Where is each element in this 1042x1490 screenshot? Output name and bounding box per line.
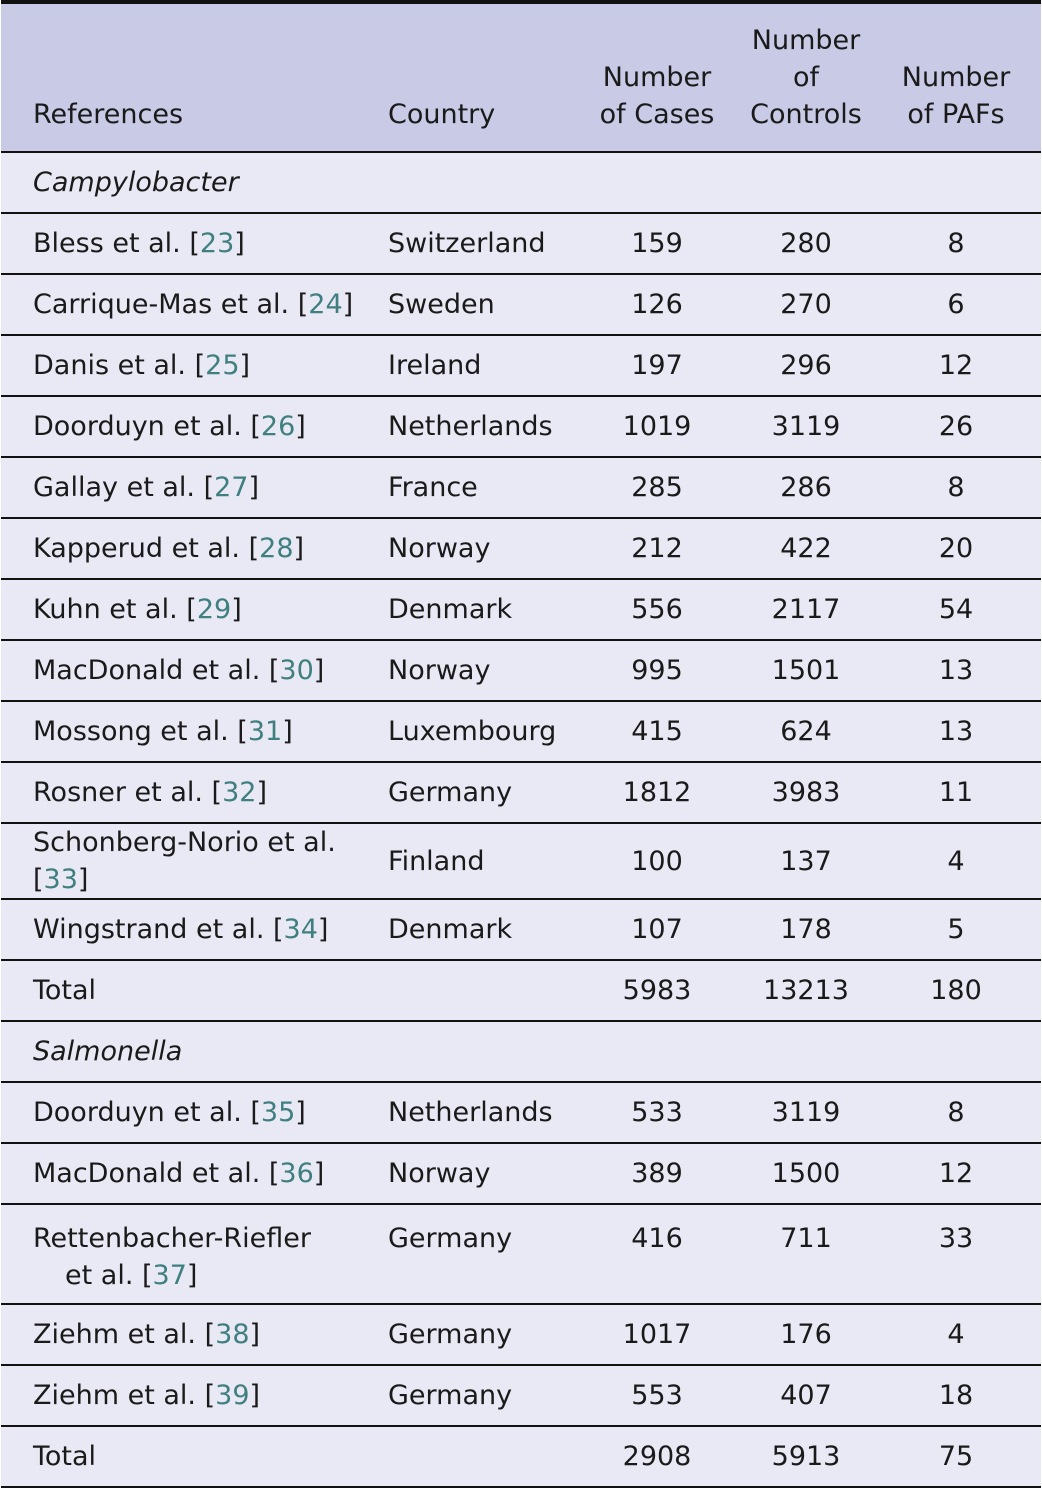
cases-cell: 995	[631, 655, 683, 686]
pafs-cell: 12	[938, 1158, 974, 1189]
reference-cell: Rosner et al. [32]	[33, 777, 267, 808]
pafs-cell: 4	[947, 1319, 965, 1350]
controls-cell: 3119	[771, 411, 841, 442]
country-cell: Germany	[388, 1319, 513, 1350]
total-controls: 13213	[763, 975, 849, 1006]
header-row	[1, 2, 1041, 152]
total-country-empty	[378, 960, 573, 1021]
citation-link: 37	[152, 1260, 187, 1291]
reference-cell: MacDonald et al. [36]	[33, 1158, 325, 1189]
cases-cell: 533	[631, 1097, 683, 1128]
reference-author: Kuhn et al.	[33, 594, 178, 625]
table-row	[1, 274, 1041, 335]
controls-cell: 2117	[771, 594, 841, 625]
reference-author: Schonberg-Norio et al.	[33, 827, 336, 858]
citation-link: 36	[279, 1158, 314, 1189]
pafs-cell: 26	[938, 411, 974, 442]
country-cell: Germany	[388, 777, 513, 808]
country-cell: Finland	[388, 845, 485, 877]
citation-link: 26	[260, 411, 296, 442]
reference-author: Danis et al.	[33, 350, 187, 381]
citation-link: 34	[283, 914, 318, 945]
reference-cell: Wingstrand et al. [34]	[33, 914, 329, 945]
controls-cell: 3119	[771, 1097, 841, 1128]
header-pafs: Number of PAFs	[901, 62, 1011, 130]
citation-link: 27	[214, 472, 249, 503]
reference-author: Kapperud et al.	[33, 533, 241, 564]
pafs-cell: 4	[947, 845, 965, 877]
reference-cell: Carrique-Mas et al. [24]	[33, 289, 354, 320]
reference-author: Carrique-Mas et al.	[33, 289, 290, 320]
header-references: References	[33, 99, 184, 130]
total-cases: 5983	[622, 975, 692, 1006]
reference-author: Wingstrand et al.	[33, 914, 265, 945]
table-row	[1, 1304, 1041, 1365]
controls-cell: 1501	[771, 655, 841, 686]
pafs-cell: 18	[938, 1380, 974, 1411]
table-row	[1, 1365, 1041, 1426]
pafs-cell: 8	[947, 1097, 965, 1128]
total-controls: 5913	[771, 1441, 841, 1472]
citation-link: 32	[222, 777, 257, 808]
citation-link: 25	[205, 350, 240, 381]
controls-cell: 3983	[771, 777, 841, 808]
reference-cell: Danis et al. [25]	[33, 350, 251, 381]
reference-cell: Doorduyn et al. [35]	[33, 1097, 306, 1128]
pafs-cell: 12	[938, 350, 974, 381]
section-row	[1, 152, 1041, 213]
reference-cell	[1, 1204, 378, 1304]
country-cell: Germany	[388, 1223, 513, 1254]
citation-link: 29	[196, 594, 232, 625]
controls-cell: 422	[780, 533, 832, 564]
cases-cell: 416	[631, 1223, 683, 1254]
country-cell: Denmark	[388, 914, 513, 945]
section-row	[1, 1021, 1041, 1082]
cases-cell: 1812	[622, 777, 692, 808]
controls-cell: 176	[780, 1319, 832, 1350]
controls-cell: 178	[780, 914, 832, 945]
pafs-cell: 8	[947, 472, 965, 503]
header-country: Country	[388, 99, 496, 130]
reference-author: Bless et al.	[33, 228, 181, 259]
total-cases: 2908	[622, 1441, 692, 1472]
cases-cell: 553	[631, 1380, 683, 1411]
country-cell: Netherlands	[388, 411, 553, 442]
country-cell: Denmark	[388, 594, 513, 625]
table-header	[1, 2, 1041, 152]
reference-cell: Ziehm et al. [38]	[33, 1319, 261, 1350]
controls-cell: 137	[780, 845, 832, 877]
pafs-cell: 54	[938, 594, 974, 625]
reference-author: MacDonald et al.	[33, 655, 261, 686]
cases-cell: 159	[631, 228, 683, 259]
header-cases: Number of Cases	[599, 62, 715, 130]
citation-link: 35	[260, 1097, 296, 1128]
citation-link: 38	[215, 1319, 250, 1350]
table-row	[1, 640, 1041, 701]
pafs-cell: 5	[947, 914, 965, 945]
controls-cell: 711	[780, 1223, 832, 1254]
cases-cell: 1019	[622, 411, 692, 442]
country-cell: Sweden	[388, 289, 495, 320]
total-row	[1, 1426, 1041, 1487]
cases-cell: 212	[631, 533, 683, 564]
controls-cell: 296	[780, 350, 832, 381]
reference-cell: Mossong et al. [31]	[33, 716, 293, 747]
cases-cell: 556	[631, 594, 683, 625]
citation-link: 23	[199, 228, 235, 259]
table-row	[1, 701, 1041, 762]
citation-link: 24	[308, 289, 343, 320]
cases-cell: 389	[631, 1158, 683, 1189]
table-row	[1, 457, 1041, 518]
reference-author: Rettenbacher-Riefler	[33, 1223, 312, 1254]
pafs-cell: 13	[938, 716, 974, 747]
controls-cell: 624	[780, 716, 832, 747]
reference-cell: Gallay et al. [27]	[33, 472, 260, 503]
cases-cell: 107	[631, 914, 683, 945]
citation-link: 33	[43, 864, 78, 895]
country-cell: Ireland	[388, 350, 482, 381]
table-row	[1, 899, 1041, 960]
reference-author: Rosner et al.	[33, 777, 203, 808]
table-row	[1, 823, 1041, 899]
table-row	[1, 335, 1041, 396]
pafs-cell: 8	[947, 228, 965, 259]
reference-cell: Kuhn et al. [29]	[33, 594, 242, 625]
pafs-cell: 20	[938, 533, 974, 564]
country-cell: Norway	[388, 533, 491, 564]
reference-author-2: et al.	[65, 1260, 134, 1291]
controls-cell: 286	[780, 472, 832, 503]
reference-cell: Schonberg-Norio et al. [33]	[33, 827, 336, 895]
country-cell: Norway	[388, 1158, 491, 1189]
country-cell: Switzerland	[388, 228, 546, 259]
reference-cell: Kapperud et al. [28]	[33, 533, 305, 564]
cases-cell: 126	[631, 289, 683, 320]
reference-cell: Doorduyn et al. [26]	[33, 411, 306, 442]
country-cell: Netherlands	[388, 1097, 553, 1128]
cases-cell: 285	[631, 472, 683, 503]
table-row	[1, 396, 1041, 457]
pafs-cell: 13	[938, 655, 974, 686]
reference-author: Mossong et al.	[33, 716, 229, 747]
studies-table	[1, 0, 1041, 1488]
pafs-cell: 11	[938, 777, 974, 808]
country-cell: Luxembourg	[388, 716, 557, 747]
reference-author: Ziehm et al.	[33, 1319, 197, 1350]
table-body	[1, 152, 1041, 1487]
total-pafs: 180	[930, 975, 982, 1006]
cases-cell: 415	[631, 716, 683, 747]
total-row	[1, 960, 1041, 1021]
citation-link: 39	[215, 1380, 250, 1411]
table-row	[1, 1204, 1041, 1304]
table-row	[1, 762, 1041, 823]
country-cell: France	[388, 472, 478, 503]
citation-link: 31	[247, 716, 283, 747]
country-cell: Germany	[388, 1380, 513, 1411]
controls-cell: 407	[780, 1380, 832, 1411]
reference-author: MacDonald et al.	[33, 1158, 261, 1189]
cases-cell: 197	[631, 350, 683, 381]
header-controls: Number of Controls	[750, 25, 862, 130]
total-label: Total	[33, 975, 97, 1006]
cases-cell: 1017	[622, 1319, 692, 1350]
table-row	[1, 1082, 1041, 1143]
pafs-cell: 6	[947, 289, 965, 320]
table-row	[1, 579, 1041, 640]
total-country-empty	[378, 1426, 573, 1487]
section-title: Salmonella	[33, 1036, 183, 1067]
citation-link: 30	[279, 655, 314, 686]
pafs-cell: 33	[938, 1223, 974, 1254]
controls-cell: 270	[780, 289, 832, 320]
country-cell: Norway	[388, 655, 491, 686]
table-row	[1, 213, 1041, 274]
total-pafs: 75	[938, 1441, 974, 1472]
reference-author: Gallay et al.	[33, 472, 195, 503]
table-row	[1, 1143, 1041, 1204]
reference-cell: Ziehm et al. [39]	[33, 1380, 261, 1411]
reference-author: Doorduyn et al.	[33, 1097, 242, 1128]
total-label: Total	[33, 1441, 97, 1472]
section-title: Campylobacter	[33, 167, 239, 198]
table-row	[1, 518, 1041, 579]
reference-author: Doorduyn et al.	[33, 411, 242, 442]
reference-cell: Bless et al. [23]	[33, 228, 245, 259]
cases-cell: 100	[631, 845, 683, 877]
citation-link: 28	[259, 533, 294, 564]
reference-author-cont: et al. [37]	[65, 1260, 198, 1291]
reference-author: Ziehm et al.	[33, 1380, 197, 1411]
controls-cell: 280	[780, 228, 832, 259]
reference-cell: MacDonald et al. [30]	[33, 655, 325, 686]
controls-cell: 1500	[771, 1158, 841, 1189]
